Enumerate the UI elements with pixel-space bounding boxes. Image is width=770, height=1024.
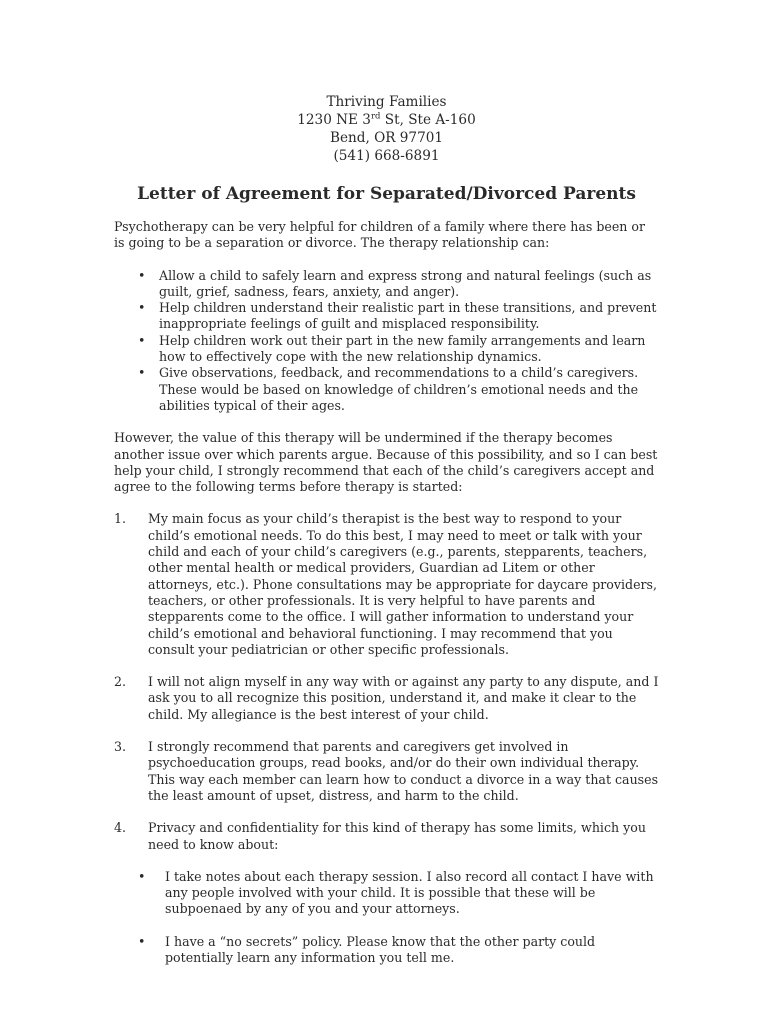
benefit-item: • Help children understand their realistic part in these transitions, and prevent inappropriate feelings of guilt and misplaced responsibility. [114,300,659,333]
phone-number: (541) 668-6891 [333,148,440,164]
term-text: I strongly recommend that parents and caregivers get involved in psychoeducation groups, read books, and/or do their own individual therapy. This way each member can learn how to conduct a divorce in a way that causes the least amount of upset, distress, and harm to the child. [148,739,659,803]
term-item [114,739,659,804]
confidentiality-limit-item: • I take notes about each therapy session. I also record all contact I have with any people involved with your child. It is possible that these will be subpoenaed by any of you and your attorneys. [148,869,659,918]
street-address [114,111,659,129]
city-state-zip: Bend, OR 97701 [329,130,444,146]
ordinal-suffix: rd [370,111,381,122]
term-item [114,820,659,966]
benefit-item: • Give observations, feedback, and recommendations to a child’s caregivers. These would be based on knowledge of children’s emotional needs and the abilities typical of their ages. [114,365,659,414]
benefit-item: • Help children work out their part in the new family arrangements and learn how to effectively cope with the new relationship dynamics. [114,333,659,366]
intro-paragraph: Psychotherapy can be very helpful for children of a family where there has been or is going to be a separation or divorce. The therapy relationship can: [114,219,646,251]
term-item [114,511,659,658]
terms-list [114,511,659,966]
term-text: My main focus as your child’s therapist is the best way to respond to your child’s emotional needs. To do this best, I may need to meet or talk with your child and each of your child’s caregivers (e.g., parents, stepparents, teachers, other mental health or medical providers, Guardian ad Litem or other attorneys, etc.). Phone consultations may be appropriate for daycare providers, teachers, or other professionals. It is very helpful to have parents and stepparents come to the office. I will gather information to understand your child’s emotional and behavioral functioning. I may recommend that you consult your pediatrician or other specific professionals. [148,511,658,657]
document-page [114,93,659,982]
term-number: 1. [114,511,127,527]
however-paragraph: However, the value of this therapy will be undermined if the therapy becomes another issue over which parents argue. Because of this possibility, and so I can best help your child, I strongly recommend that each of the child’s caregivers accept and agree to the following terms before therapy is started: [114,430,658,495]
confidentiality-limits-list [148,869,659,966]
term-number: 3. [114,739,127,755]
term-text: I will not align myself in any way with or against any party to any dispute, and I ask you to all recognize this position, understand it, and make it clear to the child. My allegiance is the best interest of your child. [148,674,659,722]
letterhead [114,93,659,165]
term-item [114,674,659,723]
term-number: 2. [114,674,127,690]
benefit-item: • Allow a child to safely learn and express strong and natural feelings (such as guilt, grief, sadness, fears, anxiety, and anger). [114,268,659,301]
street-address-rest: St, Ste A-160 [380,112,476,128]
org-name: Thriving Families [326,94,447,110]
benefits-list [114,268,659,415]
document-title: Letter of Agreement for Separated/Divorced Parents [137,184,636,204]
street-address-number: 1230 NE 3 [297,112,371,128]
term-text: Privacy and confidentiality for this kind of therapy has some limits, which you need to know about: [148,820,646,852]
term-number: 4. [114,820,127,836]
confidentiality-limit-item: • I have a “no secrets” policy. Please know that the other party could potentially learn any information you tell me. [148,934,659,967]
